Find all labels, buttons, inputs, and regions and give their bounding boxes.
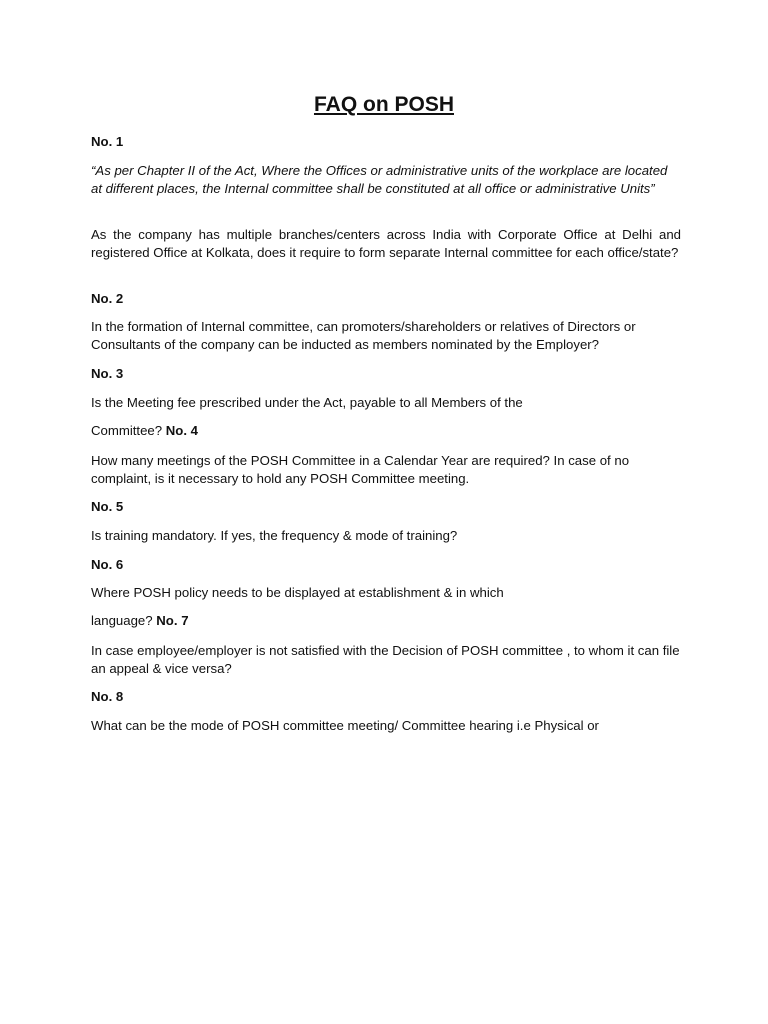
question-5-text: Is training mandatory. If yes, the frequency & mode of training?: [91, 528, 458, 543]
question-1-quote: “As per Chapter II of the Act, Where the Offices or administrative units of the workplace are located at different places, the Internal committee shall be constituted at all office or administrative Units”: [91, 163, 668, 196]
question-4-number: No. 4: [165, 423, 199, 438]
question-3-number: No. 3: [91, 366, 124, 381]
question-2-text: In the formation of Internal committee, can promoters/shareholders or relatives of Directors or Consultants of the company can be inducted as members nominated by the Employer?: [91, 319, 636, 352]
question-8-text: What can be the mode of POSH committee meeting/ Committee hearing i.e Physical or: [91, 718, 599, 733]
question-5-number: No. 5: [91, 499, 124, 514]
question-3-text-line1: Is the Meeting fee prescribed under the Act, payable to all Members of the: [91, 395, 523, 410]
question-6-text-line1: Where POSH policy needs to be displayed at establishment & in which: [91, 585, 504, 600]
question-6-number: No. 6: [91, 557, 124, 572]
question-1-text: As the company has multiple branches/centers across India with Corporate Office at Delhi and registered Office at Kolkata, does it require to form separate Internal committee for each office/state?: [91, 227, 681, 260]
question-8-number: No. 8: [91, 689, 124, 704]
question-3-text-line2-row: [91, 422, 681, 440]
question-2-number: No. 2: [91, 291, 124, 306]
question-4-text: How many meetings of the POSH Committee in a Calendar Year are required? In case of no complaint, is it necessary to hold any POSH Committee meeting.: [91, 453, 630, 486]
question-6-text-line2-row: [91, 612, 681, 630]
question-3-text-line2: Committee?: [91, 423, 163, 438]
question-6-text-line2: language?: [91, 613, 153, 628]
document-title: FAQ on POSH: [313, 93, 454, 116]
question-7-text: In case employee/employer is not satisfied with the Decision of POSH committee , to whom it can file an appeal & vice versa?: [91, 643, 680, 676]
question-1-number: No. 1: [91, 134, 124, 149]
question-7-number: No. 7: [156, 613, 189, 628]
